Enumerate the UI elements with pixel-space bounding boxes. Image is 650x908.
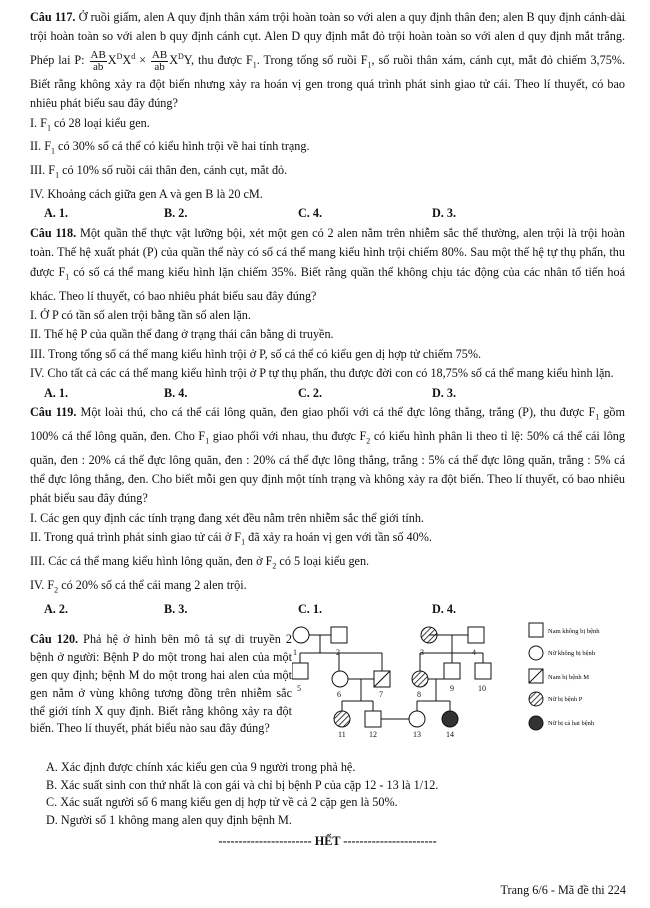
- option-d[interactable]: D. 4.: [432, 601, 457, 616]
- pedigree-svg: [292, 619, 622, 759]
- question-120: [30, 619, 625, 829]
- q117-statement-2: II. $F_1$ có 30% số cá thể có kiểu hình trội về hai tính trạng.: [30, 139, 310, 156]
- svg-text:4: 4: [472, 648, 476, 658]
- svg-text:2: 2: [336, 648, 340, 658]
- svg-text:Nam bị bệnh M: Nam bị bệnh M: [548, 674, 589, 682]
- svg-text:13: 13: [413, 730, 421, 740]
- svg-text:14: 14: [446, 730, 454, 740]
- q118-options: [30, 384, 625, 403]
- svg-text:Nam không bị bệnh: Nam không bị bệnh: [548, 628, 600, 636]
- pedigree-person-10: [475, 663, 491, 679]
- answer-c[interactable]: C. Xác suất người số 6 mang kiểu gen dị hợp tử về cả 2 cặp gen là 50%.: [46, 795, 398, 810]
- q119-intro: Câu 119. Một loài thú, cho cá thể cái lông quăn, đen giao phối với cá thể đực lông thẳng, trắng (P), thu được $F_1$ gồm 100% cá thể lông quăn, đen. Cho $F_1$ giao phối với nhau, thu được $F_2$ có kiểu hình phân li theo tỉ lệ: 50% cá thể cái lông quăn, đen : 20% cá thể đực lông quăn, đen : 20% cá thể đực lông thẳng, trắng : 5% cá thể đực lông quăn, trắng : 5% cá thể đực lông thẳng, đen. Cho biết mỗi gen quy định một tính trạng và không xảy ra đột biến. Theo lí thuyết, có bao nhiêu phát biểu sau đây đúng?: [30, 404, 625, 506]
- pedigree-person-8: [412, 671, 428, 687]
- q120-intro: Câu 120. Phả hệ ở hình bên mô tả sự di truyền 2 bệnh ở người: Bệnh P do một trong hai alen của một gen quy định; bệnh M do một trong hai alen của một gen nằm ở vùng không tương đồng trên nhiễm sắc thể giới tính X quy định. Biết rằng không xảy ra đột biến. Theo lí thuyết, phát biểu nào sau đây đúng?: [30, 632, 292, 736]
- pedigree-person-2: [331, 627, 347, 643]
- page-footer: Trang 6/6 - Mã đề thi 224: [500, 883, 626, 897]
- option-a[interactable]: A. 1.: [44, 206, 69, 221]
- pedigree-legend: [529, 623, 600, 730]
- svg-text:6: 6: [337, 690, 341, 700]
- question-119: [30, 403, 625, 619]
- option-b[interactable]: B. 2.: [164, 206, 188, 221]
- svg-text:11: 11: [338, 730, 346, 740]
- pedigree-person-1: [293, 627, 309, 643]
- pedigree-person-5: [292, 663, 308, 679]
- svg-text:12: 12: [369, 730, 377, 740]
- option-c[interactable]: C. 2.: [298, 385, 323, 400]
- pedigree-diagram: [292, 619, 622, 759]
- pedigree-person-11: [334, 711, 350, 727]
- genotype-fraction: $\frac{AB}{ab}$: [151, 48, 168, 73]
- answer-a[interactable]: A. Xác định được chính xác kiểu gen của 9 người trong phả hệ.: [46, 760, 356, 775]
- end-marker: ----------------------- HẾT -----------------------: [218, 833, 437, 848]
- q119-statement-1: I. Các gen quy định các tính trạng đang xét đều nằm trên nhiễm sắc thể giới tính.: [30, 510, 424, 525]
- q119-statement-3: III. Các cá thể mang kiểu hình lông quăn, đen ở $F_2$ có 5 loại kiểu gen.: [30, 554, 370, 571]
- q119-options: [30, 600, 625, 619]
- pedigree-person-6: [332, 671, 348, 687]
- svg-text:8: 8: [417, 690, 421, 700]
- svg-text:Nữ bị bệnh P: Nữ bị bệnh P: [548, 696, 583, 704]
- answer-d[interactable]: D. Người số 1 không mang alen quy định bệnh M.: [46, 813, 292, 827]
- q118-statement-4: IV. Cho tất cả các cá thể mang kiểu hình trội ở P tự thụ phấn, thu được đời con có 18,75% số cá thể mang kiểu hình lặn.: [30, 366, 614, 381]
- q117-statement-3: III. $F_1$ có 10% số ruồi cái thân đen, cánh cụt, mắt đỏ.: [30, 163, 288, 180]
- pedigree-person-12: [365, 711, 381, 727]
- option-a[interactable]: A. 2.: [44, 601, 69, 616]
- q118-statement-1: I. Ở P có tần số alen trội bằng tần số alen lặn.: [30, 307, 251, 322]
- pedigree-person-13: [409, 711, 425, 727]
- q117-statement-1: I. $F_1$ có 28 loại kiểu gen.: [30, 115, 150, 132]
- pedigree-person-9: [444, 663, 460, 679]
- answer-b[interactable]: B. Xác suất sinh con thứ nhất là con gái và chỉ bị bệnh P của cặp 12 - 13 là 1/12.: [46, 777, 439, 792]
- q119-statement-4: IV. $F_2$ có 20% số cá thể cái mang 2 alen trội.: [30, 577, 247, 595]
- option-d[interactable]: D. 3.: [432, 206, 457, 221]
- svg-text:9: 9: [450, 684, 454, 694]
- q118-statement-2: II. Thế hệ P của quần thể đang ở trạng thái cân bằng di truyền.: [30, 327, 334, 342]
- question-117: [30, 8, 625, 224]
- q117-options: [30, 204, 625, 223]
- option-d[interactable]: D. 3.: [432, 385, 457, 400]
- svg-text:5: 5: [297, 684, 301, 694]
- question-118: [30, 224, 625, 403]
- svg-text:7: 7: [379, 690, 383, 700]
- q117-statement-4: IV. Khoảng cách giữa gen A và gen B là 20 cM.: [30, 187, 263, 202]
- q117-intro: Câu 117. Ở ruồi giấm, alen A quy định thân xám trội hoàn toàn so với alen a quy định thân đen; alen B quy định cánh dài trội hoàn toàn so với alen b quy định cánh cụt. Alen D quy định mắt đỏ trội hoàn toàn so với alen d quy định mắt trắng. Phép lai P: $\frac{AB}{ab}$ $X^DX^d$ × $\frac{AB}{ab}$ $X^DY$, thu được $F_1$. Trong tổng số ruồi $F_1$, số ruồi thân xám, cánh cụt, mắt đỏ chiếm 3,75%. Biết rằng không xảy ra đột biến nhưng xảy ra hoán vị gen trong quá trình phát sinh giao tử cái. Theo lí thuyết, có bao nhiêu phát biểu sau đây đúng?: [30, 10, 625, 111]
- q118-intro: Câu 118. Một quần thể thực vật lưỡng bội, xét một gen có 2 alen nằm trên nhiễm sắc thể thường, alen trội là trội hoàn toàn. Thế hệ xuất phát (P) của quần thể này có số cá thể mang kiểu hình trội chiếm 80%. Sau một thế hệ tự thụ phấn, thu được $F_1$ có số cá thể mang kiểu hình lặn chiếm 35%. Biết rằng quần thể không chịu tác động của các nhân tố tiến hoá khác. Theo lí thuyết, có bao nhiêu phát biểu sau đây đúng?: [30, 225, 625, 303]
- option-c[interactable]: C. 4.: [298, 206, 323, 221]
- svg-text:10: 10: [478, 684, 486, 694]
- option-b[interactable]: B. 4.: [164, 385, 188, 400]
- svg-text:Nữ bị cả hai bệnh: Nữ bị cả hai bệnh: [548, 720, 595, 728]
- pedigree-person-3: [421, 627, 437, 643]
- option-b[interactable]: B. 3.: [164, 601, 188, 616]
- svg-text:3: 3: [420, 648, 424, 658]
- q118-statement-3: III. Trong tổng số cá thể mang kiểu hình trội ở P, số cá thể có kiểu gen dị hợp tử chiếm 75%.: [30, 346, 482, 361]
- pedigree-person-14: [442, 711, 458, 727]
- pedigree-person-4: [468, 627, 484, 643]
- page: [30, 8, 625, 863]
- option-a[interactable]: A. 1.: [44, 385, 69, 400]
- q119-statement-2: II. Trong quá trình phát sinh giao tử cái ở $F_1$ đã xảy ra hoán vị gen với tần số 40%.: [30, 530, 432, 547]
- genotype-fraction: $\frac{AB}{ab}$: [90, 48, 106, 73]
- svg-text:1: 1: [293, 648, 297, 658]
- svg-text:Nữ không bị bệnh: Nữ không bị bệnh: [548, 650, 596, 658]
- option-c[interactable]: C. 1.: [298, 601, 323, 616]
